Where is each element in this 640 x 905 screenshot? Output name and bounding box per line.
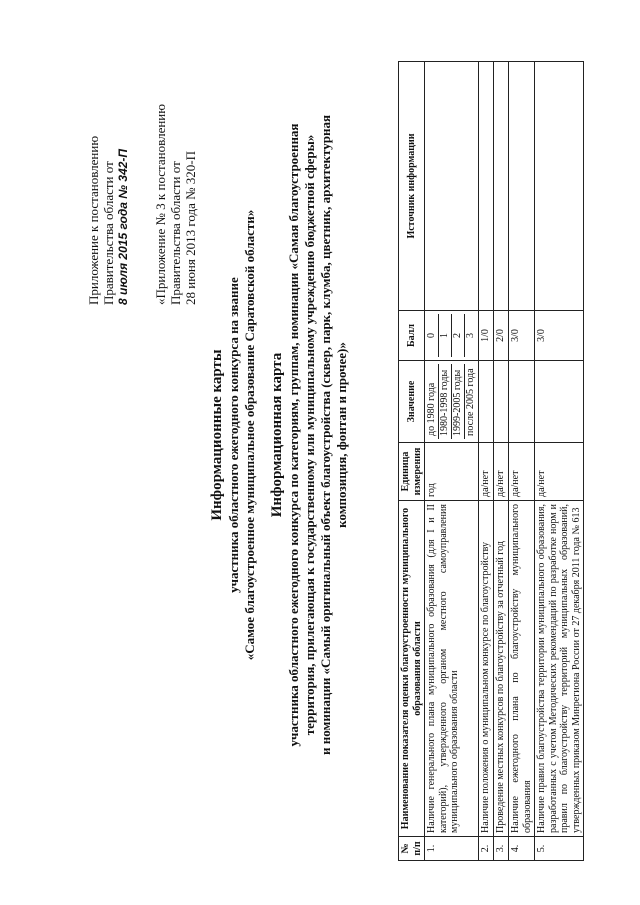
appendix-line: Приложение к постановлению	[86, 135, 101, 305]
row-source	[425, 62, 479, 311]
row-number: 3.	[494, 837, 509, 861]
row-balls	[494, 311, 509, 361]
title-block	[208, 105, 350, 765]
row-unit: да/нет	[494, 443, 509, 501]
appendix-block	[86, 15, 198, 305]
ball-option: 1	[439, 314, 452, 357]
ball-option: 0	[426, 314, 439, 357]
value-option: после 2005 года	[465, 368, 476, 436]
value-option	[480, 364, 492, 439]
value-option: 1980-1998 годы	[439, 364, 452, 439]
info-table	[398, 61, 584, 861]
row-indicator-name: Проведение местных конкурсов по благоустройству за отчетный год	[494, 501, 509, 837]
appendix-line: Правительства области от	[168, 161, 183, 305]
row-values	[494, 361, 509, 443]
card-subtitle: территория, прилегающая к государственному или муниципальному учреждению бюджетной сферы»	[302, 134, 317, 736]
row-number: 2.	[479, 837, 494, 861]
ball-option: 1/0	[480, 329, 491, 342]
table-row	[494, 62, 509, 861]
row-indicator-name: Наличие генерального плана муниципального образования (для I и II категорий), утвержденного органом местного самоуправления муниципального образования области	[425, 501, 479, 837]
row-unit: да/нет	[479, 443, 494, 501]
row-source	[509, 62, 535, 311]
appendix-line: «Приложение № 3 к постановлению	[153, 104, 168, 305]
table-row	[509, 62, 535, 861]
row-indicator-name: Наличие ежегодного плана по благоустройству муниципального образования	[509, 501, 535, 837]
appendix-line: Правительства области от	[101, 161, 116, 305]
value-option	[536, 364, 548, 439]
header-unit: Единица измерения	[399, 443, 425, 501]
table-body	[425, 62, 584, 861]
row-values	[535, 361, 584, 443]
card-subtitle: композиция, фонтан и прочее)»	[334, 342, 349, 528]
row-unit: год	[425, 443, 479, 501]
row-values	[479, 361, 494, 443]
appendix-line: 28 июня 2013 года № 320-П	[183, 151, 198, 305]
value-option	[495, 364, 507, 439]
table-row	[425, 62, 479, 861]
row-unit: да/нет	[509, 443, 535, 501]
main-subtitle: «Самое благоустроенное муниципальное образование Саратовской области»	[242, 209, 257, 661]
card-subtitle: участника областного ежегодного конкурса по категориям, группам, номинации «Самая благоустроенная	[286, 123, 301, 747]
card-title: Информационная карта	[269, 352, 285, 518]
header-value: Значение	[399, 361, 425, 443]
row-source	[479, 62, 494, 311]
ball-option: 3	[465, 333, 476, 338]
header-source: Источник информации	[399, 62, 425, 311]
row-number: 1.	[425, 837, 479, 861]
row-balls	[535, 311, 584, 361]
table-header-row	[399, 62, 425, 861]
value-option: до 1980 года	[426, 364, 439, 439]
row-number: 5.	[535, 837, 584, 861]
ball-option: 3/0	[510, 329, 521, 342]
ball-option: 2	[452, 314, 465, 357]
row-unit: да/нет	[535, 443, 584, 501]
row-balls	[509, 311, 535, 361]
main-title: Информационные карты	[209, 349, 225, 521]
row-values	[509, 361, 535, 443]
row-balls	[425, 311, 479, 361]
value-option: 1999-2005 годы	[452, 364, 465, 439]
ball-option: 2/0	[495, 329, 506, 342]
row-number: 4.	[509, 837, 535, 861]
row-balls	[479, 311, 494, 361]
value-option	[510, 364, 522, 439]
header-num: № п/п	[399, 837, 425, 861]
header-ball: Балл	[399, 311, 425, 361]
row-values	[425, 361, 479, 443]
row-source	[535, 62, 584, 311]
header-name: Наименование показателя оценки благоустроенности муниципального образования области	[399, 501, 425, 837]
ball-option: 3/0	[536, 329, 547, 342]
table-row	[535, 62, 584, 861]
row-indicator-name: Наличие положения о муниципальном конкурсе по благоустройству	[479, 501, 494, 837]
row-indicator-name: Наличие правил благоустройства территории муниципального образования, разработанных с учетом Методических рекомендаций по разработке норм и правил по благоустройству территорий муниципальных образований, утвержденных приказом Минрегиона России от 27 декабря 2011 года № 613	[535, 501, 584, 837]
main-subtitle: участника областного ежегодного конкурса на звание	[226, 277, 241, 593]
card-subtitle: и номинации «Самый оригинальный объект благоустройства (сквер, парк, клумба, цветник, архитектурная	[318, 115, 333, 755]
appendix-date-line: 8 июля 2015 года № 342-П	[116, 148, 130, 305]
table-row	[479, 62, 494, 861]
row-source	[494, 62, 509, 311]
